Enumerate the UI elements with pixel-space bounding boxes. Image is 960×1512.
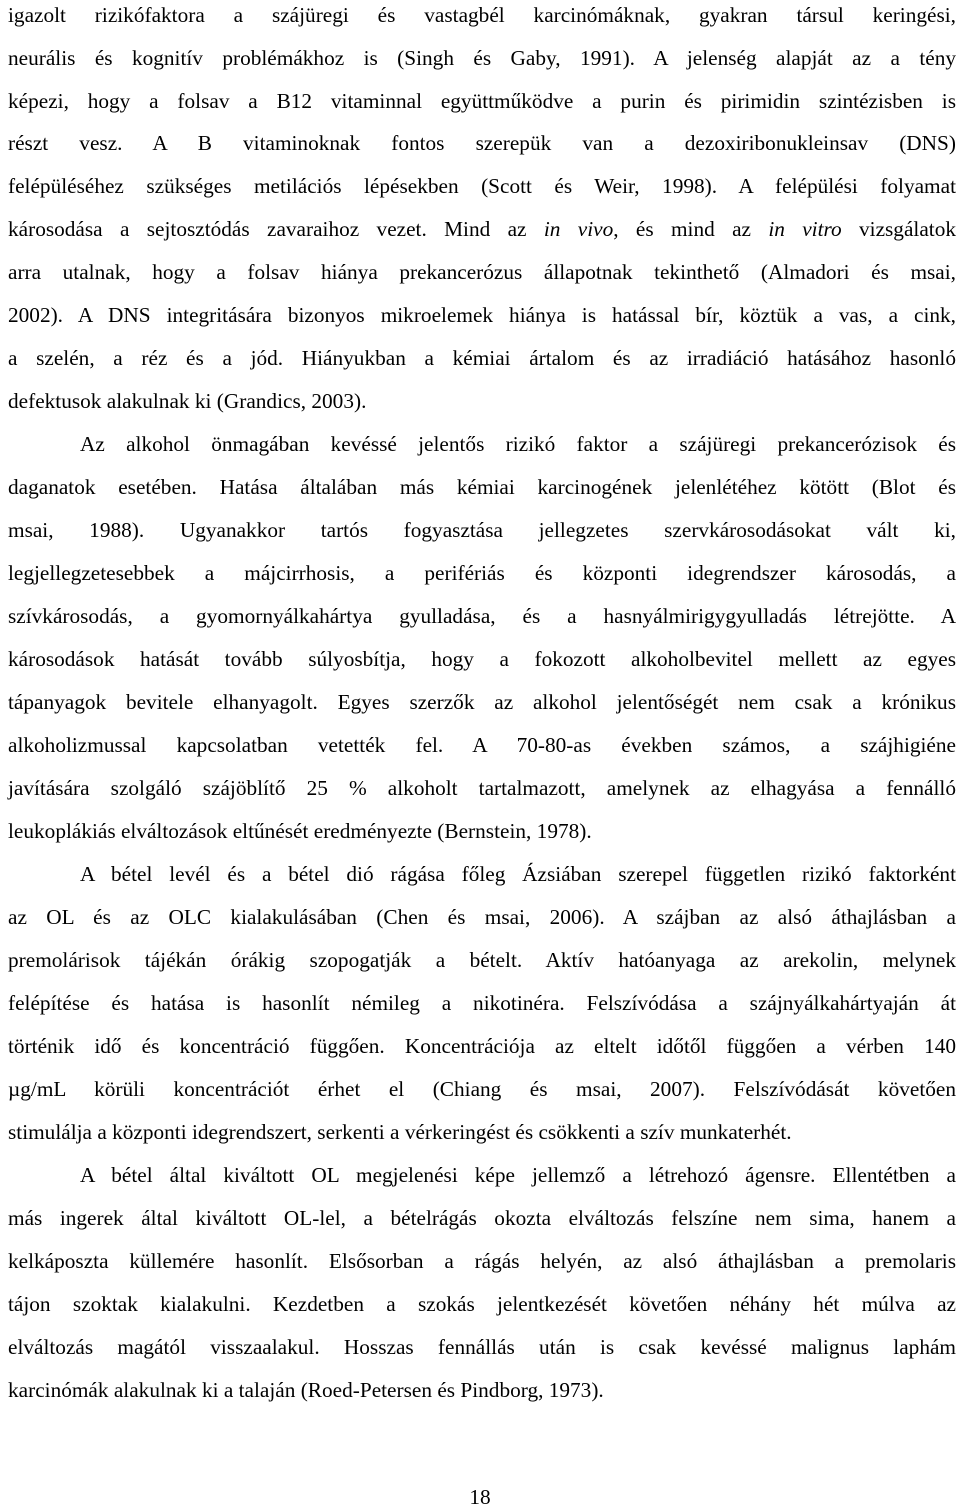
text-line: más ingerek által kiváltott OL-lel, a bételrágás okozta elváltozás felszíne nem sima, hanem a (8, 1206, 956, 1230)
text-line: a szelén, a réz és a jód. Hiányukban a kémiai ártalom és az irradiáció hatásához hasonló (8, 346, 956, 370)
text-line: károsodások hatását tovább súlyosbítja, hogy a fokozott alkoholbevitel mellett az egyes (8, 647, 956, 671)
text-line: az OL és az OLC kialakulásában (Chen és msai, 2006). A szájban az alsó áthajlásban a (8, 905, 956, 929)
text-line: leukoplákiás elváltozások eltűnését eredményezte (Bernstein, 1978). (8, 819, 592, 843)
text-line: kelkáposzta küllemére hasonlít. Elsősorban a rágás helyén, az alsó áthajlásban a premolaris (8, 1249, 956, 1273)
text-line: szívkárosodás, a gyomornyálkahártya gyulladása, és a hasnyálmirigygyulladás létrejötte. A (8, 604, 956, 628)
text-line: történik idő és koncentráció függően. Koncentrációja az eltelt időtől függően a vérben 140 (8, 1034, 956, 1058)
text-line: legjellegzetesebbek a májcirrhosis, a perifériás és központi idegrendszer károsodás, a (8, 561, 956, 585)
text-line: defektusok alakulnak ki (Grandics, 2003). (8, 389, 367, 413)
text-line: Az alkohol önmagában kevéssé jelentős rizikó faktor a szájüregi prekancerózisok és (80, 432, 956, 456)
text-line: premolárisok tájékán órákig szopogatják a bételt. Aktív hatóanyaga az arekolin, melynek (8, 948, 956, 972)
text-line: daganatok esetében. Hatása általában más kémiai karcinogének jelenlétéhez kötött (Blot és (8, 475, 956, 499)
text-line: felépítése és hatása is hasonlít némileg a nikotinéra. Felszívódása a szájnyálkahártyaján át (8, 991, 956, 1015)
text-line: elváltozás magától visszaalakul. Hosszas fennállás után is csak kevéssé malignus laphám (8, 1335, 956, 1359)
text-line: felépüléséhez szükséges metilációs lépésekben (Scott és Weir, 1998). A felépülési folyamat (8, 174, 956, 198)
text-line: károsodása a sejtosztódás zavaraihoz vezet. Mind az in vivo, és mind az in vitro vizsgálatok (8, 217, 956, 241)
text-line: msai, 1988). Ugyanakkor tartós fogyasztása jellegzetes szervkárosodásokat vált ki, (8, 518, 956, 542)
text-line: neurális és kognitív problémákhoz is (Singh és Gaby, 1991). A jelenség alapját az a tény (8, 46, 956, 70)
text-line: 2002). A DNS integritására bizonyos mikroelemek hiánya is hatással bír, köztük a vas, a cink, (8, 303, 956, 327)
text-line: igazolt rizikófaktora a szájüregi és vastagbél karcinómáknak, gyakran társul keringési, (8, 3, 956, 27)
italic-term: in vitro (768, 217, 842, 241)
italic-term: in vivo (543, 217, 614, 241)
text-line: µg/mL körüli koncentrációt érhet el (Chiang és msai, 2007). Felszívódását követően (8, 1077, 956, 1101)
text-line: tápanyagok bevitele elhanyagolt. Egyes szerzők az alkohol jelentőségét nem csak a krónikus (8, 690, 956, 714)
text-line: javítására szolgáló szájöblítő 25 % alkoholt tartalmazott, amelynek az elhagyása a fennálló (8, 776, 956, 800)
text-line: stimulálja a központi idegrendszert, serkenti a vérkeringést és csökkenti a szív munkaterhét. (8, 1120, 792, 1144)
text-line: arra utalnak, hogy a folsav hiánya prekancerózus állapotnak tekinthető (Almadori és msai, (8, 260, 956, 284)
page-number: 18 (469, 1485, 491, 1509)
text-line: alkoholizmussal kapcsolatban vetették fel. A 70-80-as években számos, a szájhigiéne (8, 733, 956, 757)
text-line: A bétel levél és a bétel dió rágása főleg Ázsiában szerepel független rizikó faktorként (80, 862, 956, 886)
text-line: részt vesz. A B vitaminoknak fontos szerepük van a dezoxiribonukleinsav (DNS) (8, 131, 956, 155)
text-line: képezi, hogy a folsav a B12 vitaminnal együttműködve a purin és pirimidin szintézisben is (8, 89, 956, 113)
text-line: A bétel által kiváltott OL megjelenési képe jellemző a létrehozó ágensre. Ellentétben a (80, 1163, 956, 1187)
text-line: karcinómák alakulnak ki a talaján (Roed-Petersen és Pindborg, 1973). (8, 1378, 604, 1402)
text-line: tájon szoktak kialakulni. Kezdetben a szokás jelentkezését követően néhány hét múlva az (8, 1292, 956, 1316)
